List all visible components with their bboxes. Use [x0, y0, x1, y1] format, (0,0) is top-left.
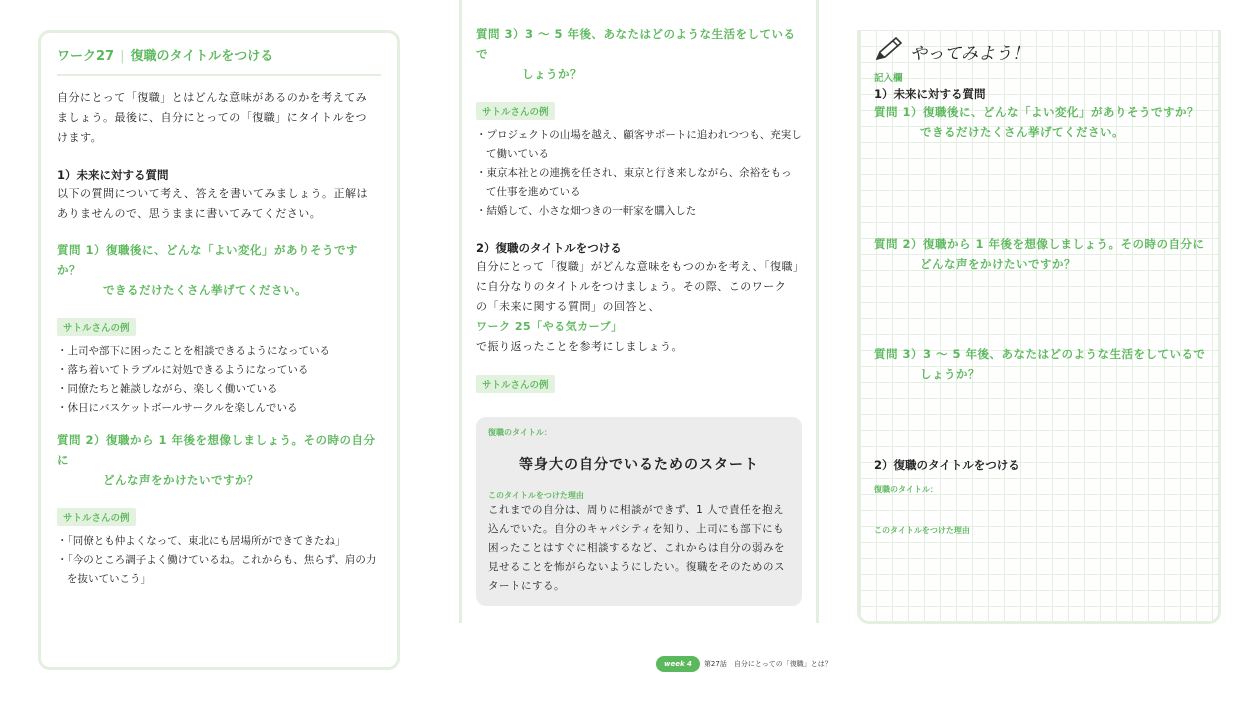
q1-example-list	[57, 342, 381, 418]
example-label: サトルさんの例	[476, 102, 555, 120]
card-reason-4: 見せることを怖がらないようにしたい。復職をそのためのス	[488, 561, 785, 573]
card-title: 等身大の自分でいるためのスタート	[519, 457, 759, 473]
week-badge: week 4	[656, 656, 700, 672]
card-title-label: 復職のタイトル：	[488, 428, 552, 437]
page-footer	[656, 654, 832, 674]
kinyu-label: 記入欄	[874, 73, 903, 84]
left-panel	[38, 30, 400, 670]
list-item: ・ 「今のところ調子よく働けているね。これからも、焦らず、肩の力を抜いていこう」	[57, 551, 381, 589]
example-label: サトルさんの例	[57, 508, 136, 526]
pencil-icon	[874, 36, 904, 66]
section2-text-3: の「未来に関する質問」の回答と、ワーク 25「やる気カーブ」	[476, 300, 660, 333]
card-reason-5: タートにする。	[488, 580, 565, 592]
question-3: 質問 3）3 〜 5 年後、あなたはどのような生活をしているで しょうか？	[476, 27, 796, 81]
section2-text-1: 自分にとって「復職」がどんな意味をもつのかを考え、「復職」	[476, 260, 805, 273]
title-input-label: 復職のタイトル：	[874, 485, 938, 494]
example-label: サトルさんの例	[476, 375, 555, 393]
reason-input-label: このタイトルをつけた理由	[874, 526, 970, 535]
work-title: ワーク27 | 復職のタイトルをつける	[57, 45, 381, 76]
middle-panel	[459, 0, 819, 623]
example-label: サトルさんの例	[57, 318, 136, 336]
question-2: 質問 2）復職から 1 年後を想像しましょう。その時の自分に どんな声をかけたいですか？	[874, 237, 1205, 271]
list-item: ・ 休日にバスケットボールサークルを楽しんでいる	[57, 399, 381, 418]
intro-line-3: けます。	[57, 131, 103, 144]
question-2: 質問 2）復職から 1 年後を想像しましょう。その時の自分に どんな声をかけたいですか？	[57, 433, 376, 487]
question-1: 質問 1）復職後に、どんな「よい変化」がありそうですか？ できるだけたくさん挙げてください。	[874, 105, 1200, 139]
q3-example-list	[476, 126, 802, 221]
card-reason-1: これまでの自分は、周りに相談ができず、1 人で責任を抱え	[488, 504, 785, 516]
section1-heading: 1）未来に対する質問	[874, 87, 986, 101]
list-item: ・ 「同僚とも仲よくなって、東北にも居場所ができてきたね」	[57, 532, 381, 551]
list-item: ・ 結婚して、小さな畑つきの一軒家を購入した	[476, 202, 802, 221]
footer-text: 第27話 自分にとっての「復職」とは？	[703, 660, 832, 668]
list-item: ・ 東京本社との連携を任され、東京と行き来しながら、余裕をもって仕事を進めている	[476, 164, 802, 202]
work-number: ワーク27	[57, 49, 115, 64]
yatte-header: やってみよう！	[874, 36, 1206, 66]
section2-heading: 2）復職のタイトルをつける	[874, 458, 1020, 472]
section2-heading: 2）復職のタイトルをつける	[476, 241, 622, 255]
q2-example-list	[57, 532, 381, 589]
section1-text-2: ありませんので、思うままに書いてみてください。	[57, 207, 322, 220]
example-title-card	[476, 417, 802, 606]
list-item: ・ プロジェクトの山場を越え、顧客サポートに追われつつも、充実して働いている	[476, 126, 802, 164]
list-item: ・ 上司や部下に困ったことを相談できるようになっている	[57, 342, 381, 361]
list-item: ・ 落ち着いてトラブルに対処できるようになっている	[57, 361, 381, 380]
section2-text-4: で振り返ったことを参考にしましょう。	[476, 340, 683, 353]
section1-heading: 1）未来に対する質問	[57, 168, 169, 182]
work-title-text: 復職のタイトルをつける	[130, 49, 274, 64]
section1-text-1: 以下の質問について考え、答えを書いてみましょう。正解は	[57, 187, 368, 200]
intro-line-2: ましょう。最後に、自分にとっての「復職」にタイトルをつ	[57, 111, 368, 124]
question-1: 質問 1）復職後に、どんな「よい変化」がありそうですか？ できるだけたくさん挙げてください。	[57, 243, 359, 297]
card-reason-3: 困ったことはすぐに相談するなど、これからは自分の弱みを	[488, 542, 785, 554]
section2-text-2: に自分なりのタイトルをつけましょう。その際、このワーク	[476, 280, 787, 293]
worksheet-panel	[857, 30, 1221, 624]
intro-line-1: 自分にとって「復職」とはどんな意味があるのかを考えてみ	[57, 91, 368, 104]
card-reason-2: 込んでいた。自分のキャパシティを知り、上司にも部下にも	[488, 523, 785, 535]
card-reason-label: このタイトルをつけた理由	[488, 491, 584, 500]
list-item: ・ 同僚たちと雑談しながら、楽しく働いている	[57, 380, 381, 399]
question-3: 質問 3）3 〜 5 年後、あなたはどのような生活をしているで しょうか？	[874, 347, 1206, 381]
work25-reference: ワーク 25「やる気カーブ」	[476, 320, 623, 333]
